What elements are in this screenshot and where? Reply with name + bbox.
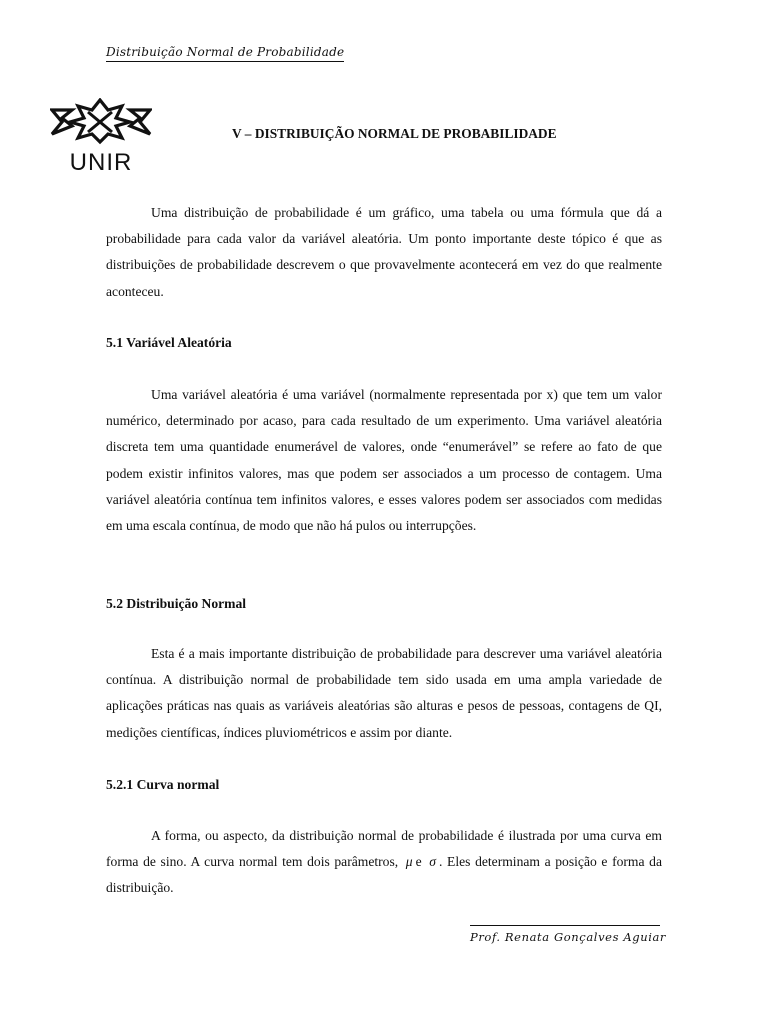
running-header: Distribuição Normal de Probabilidade (106, 44, 344, 62)
unir-logo (50, 98, 152, 176)
paragraph-text-start: A forma, ou aspecto, da distribuição normal de probabilidade é ilustrada por uma curva em forma de sino. A curva normal tem dois parâmetros, (106, 828, 662, 870)
chapter-title: V – DISTRIBUIÇÃO NORMAL DE PROBABILIDADE (232, 126, 557, 141)
connector-text: e (415, 854, 422, 870)
signature-line (470, 925, 660, 926)
section-heading-5-2-1: 5.2.1 Curva normal (106, 777, 220, 792)
section-heading-5-1: 5.1 Variável Aleatória (106, 335, 232, 350)
section-5-1-paragraph: Uma variável aleatória é uma variável (normalmente representada por x) que tem um valor numérico, determinado por acaso, para cada resultado de um experimento. Uma variável aleatória discreta tem uma quantidade enumerável de valores, onde “enumerável” se refere ao fato de que podem existir infinitos valores, mas que podem ser associados a um processo de contagem. Uma variável aleatória contínua tem infinitos valores, e esses valores podem ser associados com medidas em uma escala contínua, de modo que não há pulos ou interrupções. (106, 387, 662, 534)
section-heading-5-2: 5.2 Distribuição Normal (106, 596, 247, 611)
logo-right-chevron (130, 110, 150, 134)
logo-inner-cross (88, 112, 112, 132)
section-5-2-paragraph: Esta é a mais importante distribuição de probabilidade para descrever uma variável aleatória contínua. A distribuição normal de probabilidade tem sido usada em uma ampla variedade de aplicações práticas nas quais as variáveis aleatórias são alturas e pesos de pessoas, contagens de QI, medições científicas, índices pluviométricos e assim por diante. (106, 646, 662, 740)
author-signature: Prof. Renata Gonçalves Aguiar (470, 930, 667, 944)
paragraph-text-end: . Eles determinam a posição e forma da distribuição. (106, 854, 662, 896)
mu-symbol: μ (405, 854, 413, 870)
sigma-symbol: σ (429, 854, 437, 870)
unir-logo-graphic (50, 98, 152, 176)
intro-paragraph: Uma distribuição de probabilidade é um gráfico, uma tabela ou uma fórmula que dá a probabilidade para cada valor da variável aleatória. Um ponto importante deste tópico é que as distribuições de probabilidade descrevem o que provavelmente acontecerá em vez do que realmente aconteceu. (106, 205, 662, 299)
section-5-2-1-paragraph (106, 823, 662, 902)
logo-text: UNIR (69, 149, 133, 176)
